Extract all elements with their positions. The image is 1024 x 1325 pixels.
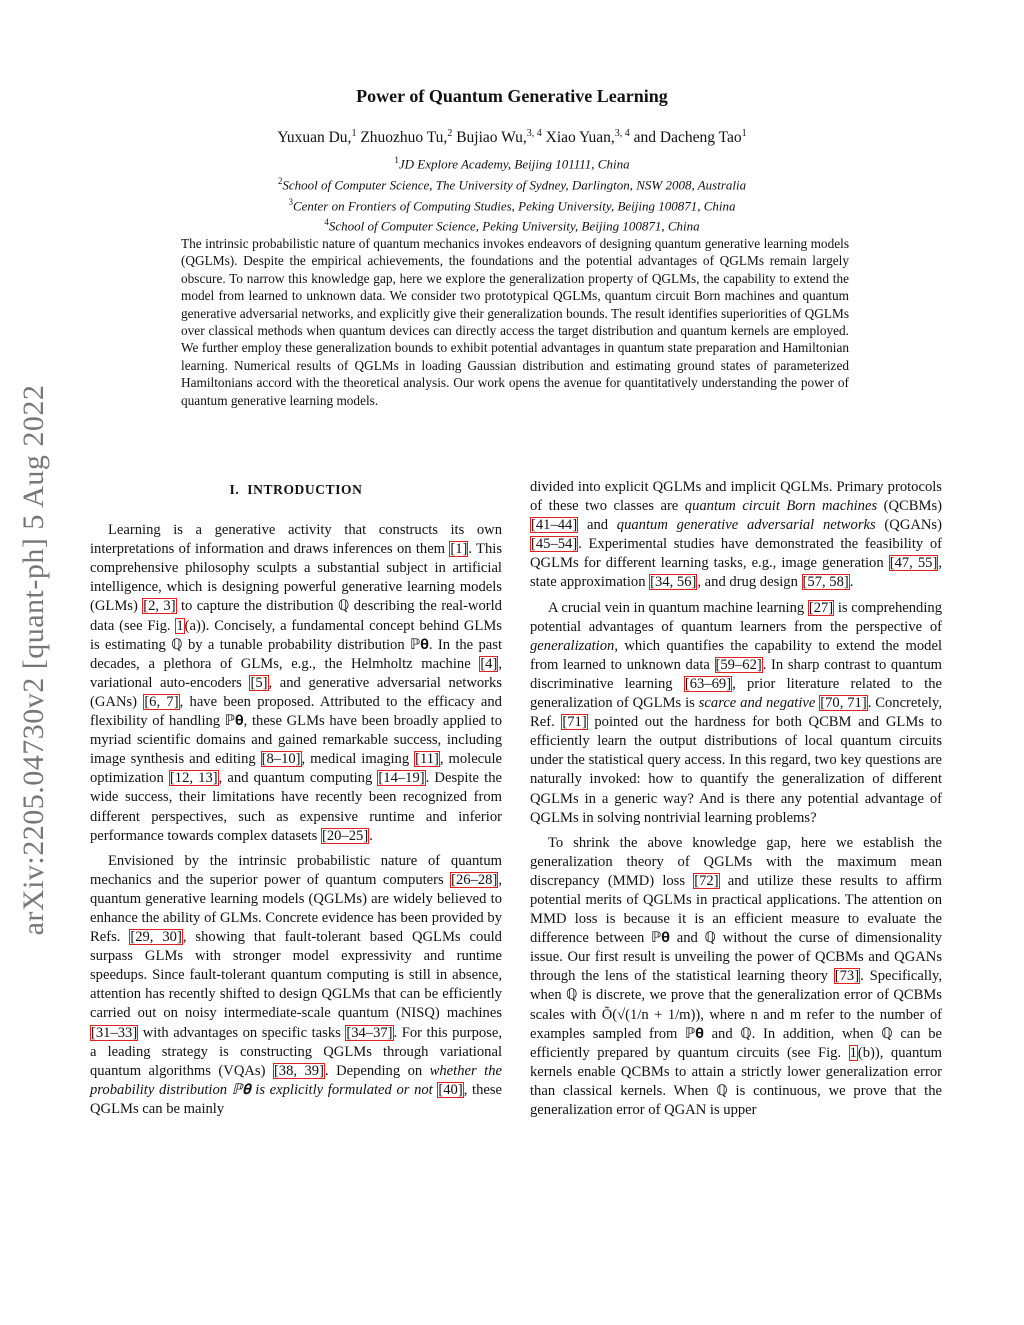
text-run: . Experimental studies have demonstrated the feasibility of QGLMs for different learning tasks, e.g., image generation: [530, 536, 942, 572]
text-run: , and generative adversarial networks (GANs): [90, 674, 502, 710]
text-run: , showing that fault-tolerant based QGLMs could surpass GLMs with stronger model expressivity and runtime speedups. Since fault-tolerant quantum computing is still in absence, attention has recently shifted to design QGLMs that can be efficiently carried out on noisy intermediate-scale quantum (NISQ) machines: [90, 929, 502, 1022]
emphasis-text: quantum generative adversarial networks: [616, 517, 876, 534]
citation-link[interactable]: [8–10]: [261, 751, 301, 768]
text-run: is comprehending potential advantages of quantum learners from the perspective of: [530, 599, 942, 635]
text-run: (b)), quantum kernels enable QCBMs to attain a strictly lower generalization error than classical kernels. When ℚ is continuous, we prove that the generalization error of QGAN is upper: [530, 1044, 943, 1118]
citation-link[interactable]: [12, 13]: [169, 770, 218, 787]
arxiv-id[interactable]: arXiv:2205.04730v2 [quant-ph] 5 Aug 2022: [17, 384, 50, 936]
text-run: and: [578, 517, 617, 534]
affiliation-mark: 4: [324, 217, 329, 228]
citation-link[interactable]: [11]: [415, 751, 439, 768]
citation-link[interactable]: [5]: [250, 674, 268, 691]
text-run: (QGANs): [875, 517, 942, 534]
affiliation-line: [0, 173, 1024, 194]
affiliation-line: [0, 214, 1024, 235]
text-run: , molecule optimization: [90, 751, 502, 787]
citation-link[interactable]: [34–37]: [346, 1024, 393, 1041]
emphasis-text: quantum circuit Born machines: [684, 498, 878, 515]
affiliation-mark: 1: [394, 155, 399, 165]
affiliation-text: JD Explore Academy, Beijing 101111, China: [398, 156, 630, 172]
paragraph: [530, 478, 942, 593]
author-name: Yuxuan Du,: [277, 129, 352, 147]
citation-link[interactable]: [45–54]: [531, 536, 578, 553]
text-run: . Despite the wide success, their limitations have recently been recognized from different perspectives, such as expensive runtime and inferior performance towards complex datasets: [90, 770, 502, 844]
text-run: pointed out the hardness for both QCBM and GLMs to efficiently learn the output distributions of local quantum circuits under the statistical query access. In this regard, two key questions are naturally invoked: how to quantify the generalization of different QGLMs in a generic way? And is there any potential advantage of QGLMs in solving nontrivial learning problems?: [530, 714, 942, 826]
author-name: Xiao Yuan,: [545, 129, 615, 147]
text-run: , medical imaging: [301, 751, 415, 768]
citation-link[interactable]: [6, 7]: [144, 693, 179, 710]
text-run: , and quantum computing: [218, 770, 378, 787]
citation-link[interactable]: [2, 3]: [143, 598, 176, 615]
citation-link[interactable]: [20–25]: [321, 827, 369, 844]
author-list: [0, 128, 1024, 147]
text-run: , and drug design: [697, 574, 802, 591]
text-run: , prior literature related to the generalization of QGLMs is: [530, 675, 942, 712]
text-run: . This comprehensive philosophy sculpts a substantial subject in artificial intelligence, which is designing powerful generative learning models (GLMs): [90, 541, 502, 615]
section-number: I.: [229, 482, 240, 497]
text-run: To shrink the above knowledge gap, here we establish the generalization theory of QGLMs with the maximum mean discrepancy (MMD) loss: [530, 834, 942, 889]
emphasis-text: generalization: [530, 637, 615, 654]
citation-link[interactable]: [4]: [480, 655, 498, 672]
citation-link[interactable]: [31–33]: [91, 1024, 138, 1041]
paragraph: [90, 521, 502, 846]
text-run: (a)). Concisely, a fundamental concept behind GLMs is estimating ℚ by a tunable probability distribution ℙ𝛉. In the past decades, a plethora of GLMs, e.g., the Helmholtz machine: [90, 617, 502, 672]
citation-link[interactable]: [41–44]: [531, 517, 578, 534]
section-title: INTRODUCTION: [247, 482, 363, 497]
text-run: (QCBMs): [877, 498, 942, 515]
author-affiliation-mark: 1: [741, 128, 747, 139]
citation-link[interactable]: [26–28]: [451, 871, 498, 888]
text-run: , have been proposed. Attributed to the efficacy and flexibility of handling ℙ𝛉, these GLMs have been broadly applied to myriad scientific domains and gained remarkable success, including image synthesis and editing: [90, 693, 502, 768]
citation-link[interactable]: [70, 71]: [820, 695, 867, 712]
paragraph: [530, 834, 942, 1120]
text-run: . In sharp contrast to quantum discriminative learning: [530, 656, 942, 692]
affiliation-text: Center on Frontiers of Computing Studies, Peking University, Beijing 100871, China: [292, 197, 736, 213]
right-column-body: [530, 478, 942, 1120]
arxiv-watermark: [6, 340, 62, 980]
citation-link[interactable]: 1: [176, 617, 184, 634]
citation-link[interactable]: [71]: [562, 714, 587, 731]
affiliation-text: School of Computer Science, Peking University, Beijing 100871, China: [328, 218, 700, 234]
text-run: . Specifically, when ℚ is discrete, we prove that the generalization error of QCBMs scales with Õ(√(1/n + 1/m)), where n and m refer to the number of examples sampled from ℙ𝛉 and ℚ. In addition, when ℚ can be efficiently prepared by quantum circuits (see Fig.: [530, 968, 942, 1061]
text-run: , which quantifies the capability to extend the model from learned to unknown data: [530, 637, 942, 673]
text-run: Envisioned by the intrinsic probabilistic nature of quantum mechanics and the superior power of quantum computers: [90, 852, 502, 888]
citation-link[interactable]: [59–62]: [715, 656, 762, 673]
section-heading-introduction: [90, 480, 502, 499]
paper-title: Power of Quantum Generative Learning: [356, 86, 668, 106]
author-affiliation-mark: 2: [447, 128, 453, 139]
text-run: . Depending on: [324, 1062, 430, 1079]
citation-link[interactable]: [14–19]: [378, 770, 425, 787]
paragraph: [90, 852, 502, 1119]
author-name: Zhuozhuo Tu,: [360, 129, 448, 147]
citation-link[interactable]: [1]: [450, 541, 468, 558]
left-column: [90, 478, 502, 1119]
text-run: and utilize these results to affirm potential merits of QGLMs in practical applications. The attention on MMD loss is because it is an efficient measure to evaluate the difference between ℙ𝛉 and ℚ without the curse of dimensionality issue. Our first result is unveiling the power of QCBMs and QGANs through the lens of the statistical learning theory: [530, 872, 943, 985]
citation-link[interactable]: [29, 30]: [130, 929, 182, 946]
right-column: [530, 478, 942, 1120]
citation-link[interactable]: [27]: [808, 599, 834, 616]
affiliation-line: [0, 152, 1024, 173]
paragraph: [530, 599, 942, 828]
citation-link[interactable]: [57, 58]: [802, 574, 849, 591]
citation-link[interactable]: [72]: [694, 872, 719, 889]
author-affiliation-mark: 3, 4: [614, 128, 630, 139]
affiliation-list: [0, 152, 1024, 235]
citation-link[interactable]: 1: [849, 1044, 857, 1061]
citation-link[interactable]: [34, 56]: [650, 574, 697, 591]
affiliation-line: [0, 194, 1024, 215]
citation-link[interactable]: [38, 39]: [273, 1062, 324, 1079]
text-run: .: [369, 827, 373, 844]
emphasis-text: whether the probability distribution ℙ𝛉 is explicitly formulated or not: [90, 1062, 502, 1098]
affiliation-mark: 2: [277, 175, 283, 186]
author-name: and Dacheng Tao: [633, 129, 742, 147]
text-run: to capture the distribution ℚ describing the real-world data (see Fig.: [90, 598, 502, 634]
text-run: divided into explicit QGLMs and implicit QGLMs. Primary protocols of these two classes are: [530, 479, 942, 515]
author-affiliation-mark: 1: [351, 128, 357, 139]
text-run: Learning is a generative activity that constructs its own interpretations of information and draws inferences on them: [90, 522, 502, 558]
citation-link[interactable]: [47, 55]: [889, 555, 938, 572]
abstract: The intrinsic probabilistic nature of quantum mechanics invokes endeavors of designing quantum generative learning models (QGLMs). Despite the empirical achievements, the foundations and the potential advantages of QGLMs remain largely obscure. To narrow this knowledge gap, here we explore the generalization property of QGLMs, the capability to extend the model from learned to unknown data. We consider two prototypical QGLMs, quantum circuit Born machines and quantum generative adversarial networks, and explicitly give their generalization bounds. The result identifies superiorities of QGLMs over classical methods when quantum devices can directly access the target distribution and quantum kernels are employed. We further employ these generalization bounds to exhibit potential advantages in quantum state preparation and Hamiltonian learning. Numerical results of QGLMs in loading Gaussian distribution and estimating ground states of parameterized Hamiltonians accord with the theoretical analysis. Our work opens the avenue for quantitatively understanding the power of quantum generative learning models.: [181, 236, 849, 408]
text-run: , state approximation: [530, 555, 942, 591]
citation-link[interactable]: [63–69]: [684, 675, 732, 692]
citation-link[interactable]: [73]: [834, 968, 860, 985]
text-run: A crucial vein in quantum machine learning: [548, 599, 808, 616]
text-run: .: [849, 574, 854, 591]
text-run: . Concretely, Ref.: [530, 695, 942, 731]
citation-link[interactable]: [40]: [438, 1081, 463, 1098]
emphasis-text: scarce and negative: [698, 695, 816, 712]
text-run: , these QGLMs can be mainly: [90, 1081, 502, 1117]
affiliation-text: School of Computer Science, The University of Sydney, Darlington, NSW 2008, Australia: [282, 177, 747, 193]
text-run: with advantages on specific tasks: [138, 1024, 346, 1041]
text-run: . For this purpose, a leading strategy is constructing QGLMs through variational quantum algorithms (VQAs): [90, 1024, 502, 1079]
affiliation-mark: 3: [288, 196, 293, 207]
left-column-body: [90, 521, 502, 1119]
author-name: Bujiao Wu,: [456, 129, 527, 147]
text-run: , variational auto-encoders: [90, 655, 502, 691]
author-affiliation-mark: 3, 4: [526, 128, 542, 139]
text-run: , quantum generative learning models (QGLMs) are widely believed to enhance the ability of GLMs. Concrete evidence has been provided by Refs.: [90, 871, 502, 946]
